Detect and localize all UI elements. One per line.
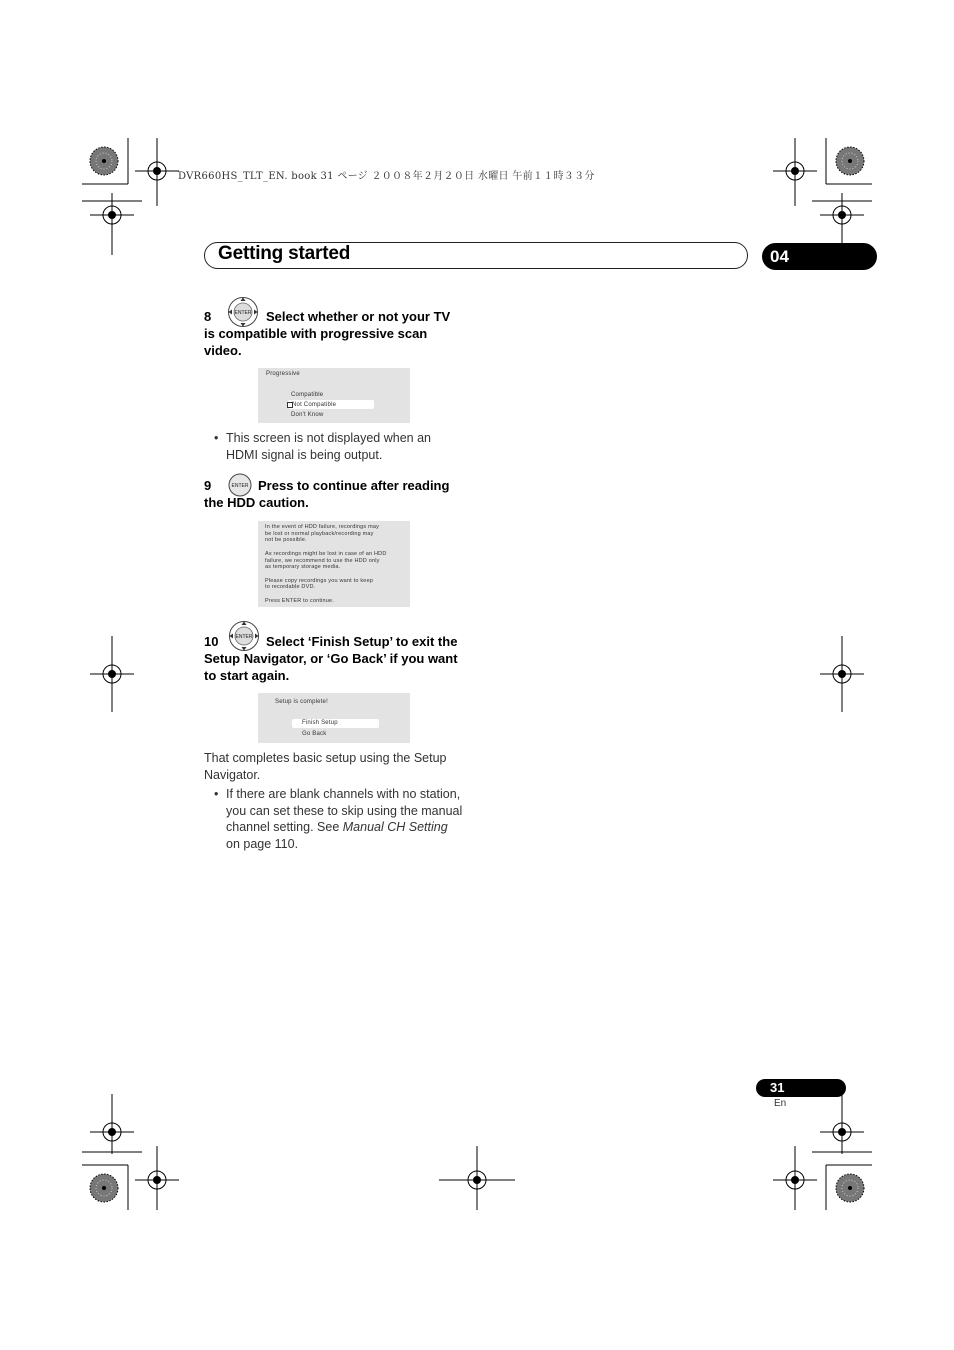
- step-8-instruction: [204, 308, 466, 359]
- caution-line: failure, we recommend to use the HDD only: [265, 558, 380, 564]
- step-text-line1: Press to continue after reading: [258, 478, 450, 493]
- page-language: En: [774, 1098, 787, 1109]
- caution-line: Please copy recordings you want to keep: [265, 578, 374, 584]
- closing-note: [214, 786, 464, 852]
- option-not-compatible[interactable]: Not Compatible: [292, 402, 337, 408]
- chapter-number: 04: [762, 243, 877, 270]
- screen-title: Progressive: [266, 371, 300, 377]
- step-number: 9: [204, 478, 212, 493]
- section-title: Getting started: [218, 243, 351, 264]
- step-8-note: • This screen is not displayed when an HDMI signal is being output.: [214, 431, 431, 462]
- caution-line: As recordings might be lost in case of an HDD: [265, 551, 387, 557]
- step-text-rest: Setup Navigator, or ‘Go Back’ if you want to start again.: [204, 651, 458, 683]
- caution-line: In the event of HDD failure, recordings may: [265, 524, 380, 530]
- bullet-icon: •: [214, 787, 219, 801]
- setup-complete-screen: [258, 693, 410, 743]
- step-number: 8: [204, 309, 212, 324]
- hdd-caution-screen: [258, 521, 410, 607]
- book-file-info: DVR660HS_TLT_EN. book 31 ページ ２００８年２月２０日 水曜日 午前１１時３３分: [178, 171, 595, 182]
- step-text-rest: is compatible with progressive scan video.: [204, 326, 428, 358]
- step-text-rest: the HDD caution.: [204, 495, 309, 510]
- note-reference: Manual CH Setting: [342, 820, 448, 834]
- step-10-instruction: [204, 633, 466, 684]
- screen-title: Setup is complete!: [275, 699, 328, 705]
- caution-line: to recordable DVD.: [265, 584, 316, 590]
- option-dont-know[interactable]: Don't Know: [291, 412, 324, 418]
- closing-paragraph: That completes basic setup using the Setup Navigator.: [204, 751, 447, 782]
- progressive-screen: [258, 368, 410, 423]
- note-text: If there are blank channels with no station, you can set these to skip using the manual channel setting. See: [226, 787, 463, 834]
- step-text-line1: Select ‘Finish Setup’ to exit the: [266, 634, 458, 649]
- svg-text:ENTER: ENTER: [234, 310, 252, 316]
- step-text-line1: Select whether or not your TV: [266, 309, 451, 324]
- caution-line: not be possible.: [265, 537, 307, 543]
- step-9-instruction: [204, 477, 466, 511]
- option-finish-setup[interactable]: Finish Setup: [302, 720, 338, 726]
- caution-line: be lost or normal playback/recording may: [265, 531, 374, 537]
- caution-line: as temporary storage media.: [265, 564, 341, 570]
- step-number: 10: [204, 634, 219, 649]
- option-go-back[interactable]: Go Back: [302, 731, 327, 737]
- note-page: on page 110.: [226, 836, 299, 851]
- page-number: 31: [756, 1079, 846, 1097]
- svg-text:ENTER: ENTER: [231, 483, 249, 489]
- svg-text:ENTER: ENTER: [235, 634, 253, 640]
- option-compatible[interactable]: Compatible: [291, 392, 324, 398]
- bullet-icon: •: [214, 431, 219, 445]
- caution-continue: Press ENTER to continue.: [265, 598, 334, 604]
